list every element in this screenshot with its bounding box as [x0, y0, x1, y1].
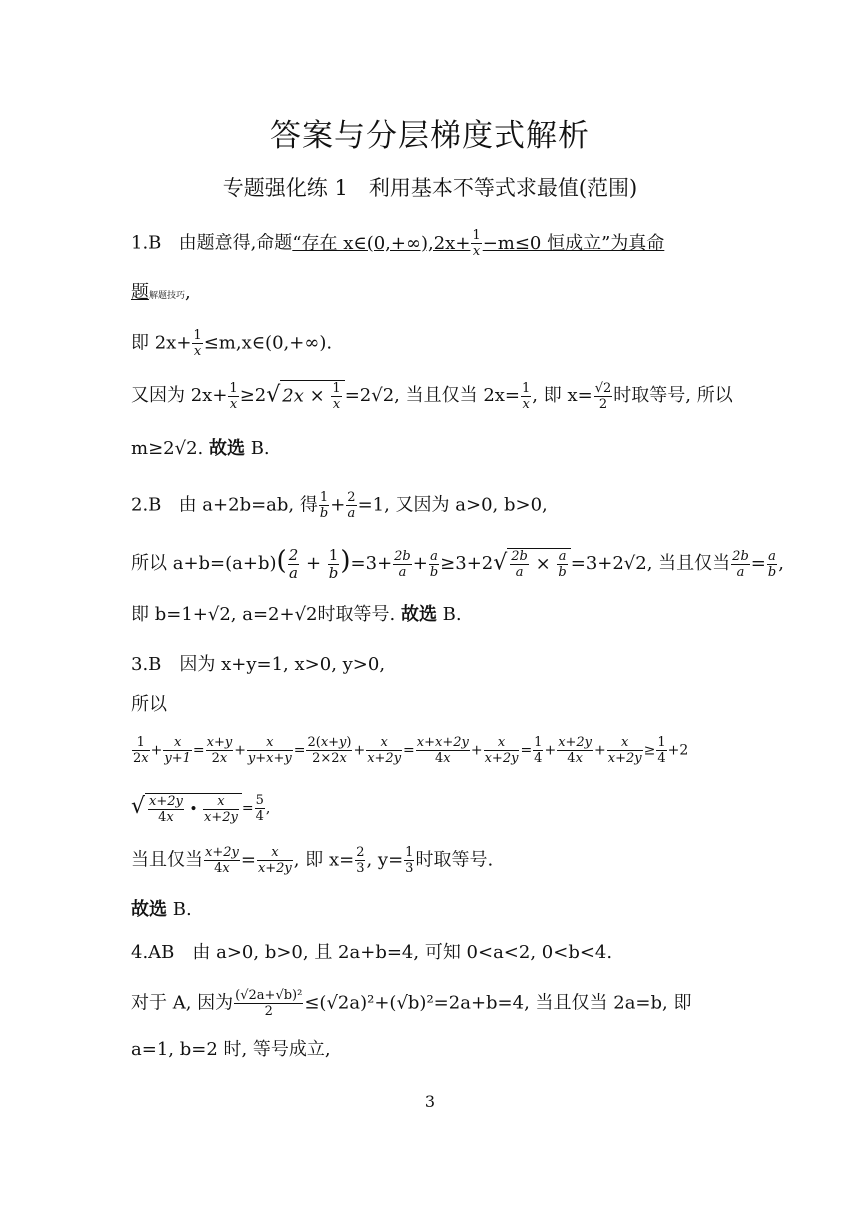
section-subtitle: 专题强化练 1 利用基本不等式求最值(范围) — [222, 176, 638, 200]
problem-2-line-3: 即 b=1+√2, a=2+√2时取等号. 故选 B. — [131, 604, 462, 625]
problem-3-line-2: 所以 — [131, 694, 167, 715]
underlined-proposition: “存在 x∈(0,+∞),2x+ $\frac{1}{x}$ −m≤0 恒成立”为真命 — [292, 228, 665, 259]
page-title: 答案与分层梯度式解析 — [270, 118, 590, 154]
problem-4-line-2: 对于 A, 因为 $\frac{\text{(√2a+√b)²}}{2}$ ≤(√2a)²+(√b)²=2a+b=4, 当且仅当 2a=b, 即 — [131, 988, 692, 1019]
problem-3-line-5: 当且仅当 $\frac{x+2y}{4x}$ = $\frac{x}{x+2y}$ , 即 x= $\frac{2}{3}$ , y= $\frac{1}{3}$ 时取等号. — [131, 845, 494, 876]
problem-1-line-2: 题解题技巧, — [131, 282, 191, 303]
tip-label: 解题技巧 — [149, 291, 186, 301]
problem-3-line-1: 3.B 因为 x+y=1, x>0, y>0, — [131, 654, 386, 675]
problem-1-line-5: m≥2√2. 故选 B. — [131, 438, 270, 459]
problem-3-line-3: $\frac{1}{2x}$ + $\frac{x}{y+1}$ = $\frac{x+y}{2x}$ + $\frac{x}{y+x+y}$ = $\frac{2(x+y)}{2\times 2x}$ + $\frac{x}{x+2y}$ = $\frac{x+x+2y}{4x}$ + $\frac{x}{x+2y}$ = $\frac{1}{4}$ + $\frac{x+2y}{4x}$ + $\frac{x}{x+2y}$ ≥ $\frac{1}{4}$ +2 — [133, 735, 689, 766]
problem-3-line-6: 故选 B. — [131, 899, 192, 920]
problem-4-line-3: a=1, b=2 时, 等号成立, — [131, 1039, 331, 1060]
problem-1-line-3: 即 2x+ $\frac{1}{x}$ ≤m,x∈(0,+∞). — [131, 328, 333, 359]
page-number: 3 — [424, 1092, 436, 1111]
problem-2-line-2: 所以 a+b=(a+b)( $\frac{2}{a}$ + $\frac{1}{b}$ )=3+ $\frac{2b}{a}$ + $\frac{a}{b}$ ≥3+2√ $\frac{2b}{a}$ × $\frac{a}{b}$ =3+2√2, 当且仅当 $\frac{2b}{a}$ = $\frac{a}{b}$ , — [131, 545, 784, 582]
problem-4-line-1: 4.AB 由 a>0, b>0, 且 2a+b=4, 可知 0<a<2, 0<b<4. — [131, 942, 613, 963]
problem-1-line-4: 又因为 2x+ $\frac{1}{x}$ ≥2√ 2x × $\frac{1}{x}$ =2√2, 当且仅当 2x= $\frac{1}{x}$ , 即 x= $\frac{√2}{2}$ 时取等号, 所以 — [131, 380, 733, 412]
problem-3-line-4: √ $\frac{x+2y}{4x}$ • $\frac{x}{x+2y}$ = $\frac{5}{4}$ , — [131, 792, 271, 825]
problem-1-line-1: 1.B 由题意得,命题“存在 x∈(0,+∞),2x+ $\frac{1}{x}$ −m≤0 恒成立”为真命 — [131, 228, 665, 259]
problem-2-line-1: 2.B 由 a+2b=ab, 得 $\frac{1}{b}$ + $\frac{2}{a}$ =1, 又因为 a>0, b>0, — [131, 490, 548, 521]
